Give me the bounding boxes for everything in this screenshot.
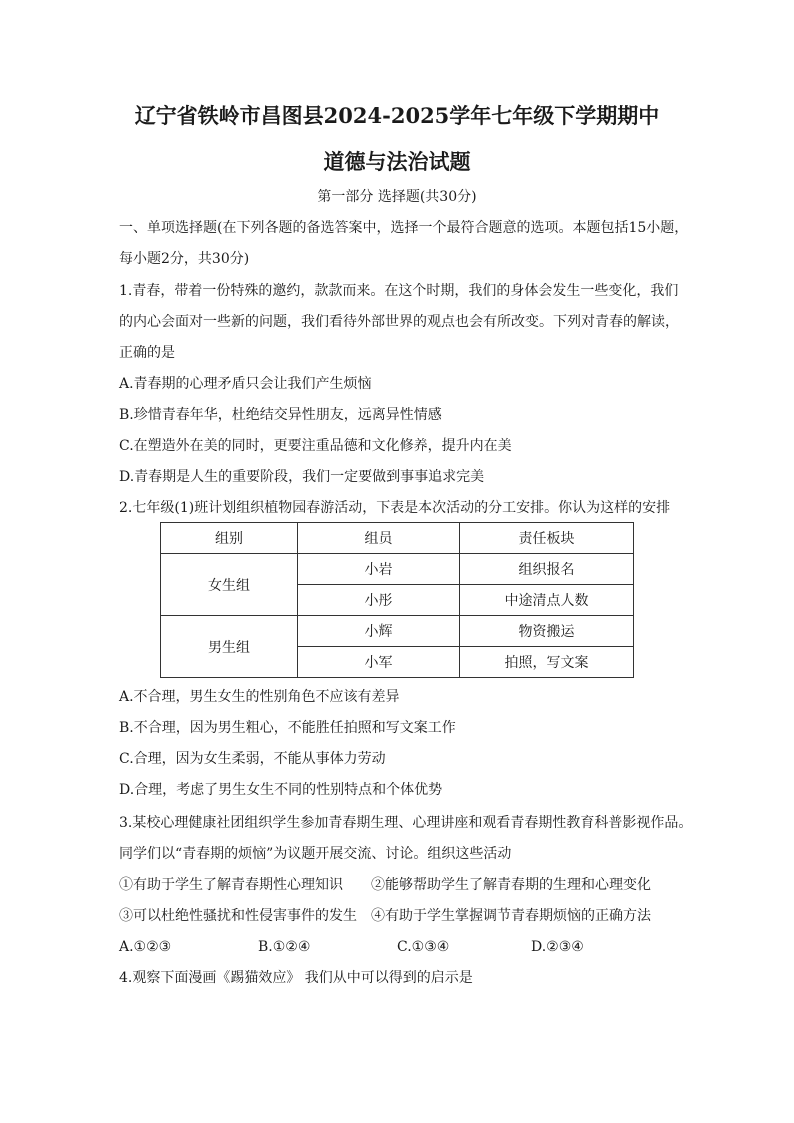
table-row <box>161 616 634 647</box>
group-cell-boys: 男生组 <box>161 616 298 678</box>
task-assignment-table <box>160 522 634 678</box>
question-2-stem: 2.七年级(1)班计划组织植物园春游活动，下表是本次活动的分工安排。你认为这样的安排 <box>119 500 671 516</box>
table-header-row <box>161 523 634 554</box>
question-2-option-d: D.合理，考虑了男生女生不同的性别特点和个体优势 <box>119 782 443 798</box>
member-cell: 小军 <box>298 647 460 678</box>
question-3-stem-line-2: 同学们以“青春期的烦恼”为议题开展交流、讨论。组织这些活动 <box>119 846 512 862</box>
table-header-cell: 组员 <box>298 523 460 554</box>
question-4-stem: 4.观察下面漫画《踢猫效应》 我们从中可以得到的启示是 <box>119 970 473 986</box>
question-1-option-d: D.青春期是人生的重要阶段，我们一定要做到事事追求完美 <box>119 469 485 485</box>
exam-subtitle: 道德与法治试题 <box>323 149 471 174</box>
question-3-statement-2: ②能够帮助学生了解青春期的生理和心理变化 <box>371 877 651 893</box>
exam-title: 辽宁省铁岭市昌图县2024-2025学年七年级下学期期中 <box>134 103 660 128</box>
question-1-stem-line-3: 正确的是 <box>119 345 175 361</box>
question-3-statement-4: ④有助于学生掌握调节青春期烦恼的正确方法 <box>371 908 651 924</box>
question-2-option-c: C.合理，因为女生柔弱，不能从事体力劳动 <box>119 751 386 767</box>
member-cell: 小辉 <box>298 616 460 647</box>
question-3-option-b: B.①②④ <box>258 939 311 955</box>
table-header-cell: 责任板块 <box>460 523 634 554</box>
question-3-option-c: C.①③④ <box>397 939 450 955</box>
table-row <box>161 554 634 585</box>
table-header-cell: 组别 <box>161 523 298 554</box>
section-heading: 第一部分 选择题(共30分) <box>317 189 477 205</box>
instructions-line-1: 一、单项选择题(在下列各题的备选答案中，选择一个最符合题意的选项。本题包括15小题， <box>119 220 689 236</box>
task-cell: 物资搬运 <box>460 616 634 647</box>
task-cell: 中途清点人数 <box>460 585 634 616</box>
task-cell: 拍照，写文案 <box>460 647 634 678</box>
task-cell: 组织报名 <box>460 554 634 585</box>
question-3-option-d: D.②③④ <box>531 939 584 955</box>
question-1-option-b: B.珍惜青春年华，杜绝结交异性朋友，远离异性情感 <box>119 407 442 423</box>
question-2-option-b: B.不合理，因为男生粗心，不能胜任拍照和写文案工作 <box>119 720 456 736</box>
question-1-option-c: C.在塑造外在美的同时，更要注重品德和文化修养，提升内在美 <box>119 438 512 454</box>
question-3-statement-1: ①有助于学生了解青春期性心理知识 <box>119 877 343 893</box>
instructions-line-2: 每小题2分，共30分) <box>119 251 250 267</box>
member-cell: 小彤 <box>298 585 460 616</box>
group-cell-girls: 女生组 <box>161 554 298 616</box>
question-3-option-a: A.①②③ <box>119 939 172 955</box>
member-cell: 小岩 <box>298 554 460 585</box>
question-1-stem-line-2: 的内心会面对一些新的问题，我们看待外部世界的观点也会有所改变。下列对青春的解读， <box>119 314 679 330</box>
question-3-statement-3: ③可以杜绝性骚扰和性侵害事件的发生 <box>119 908 357 924</box>
question-3-stem-line-1: 3.某校心理健康社团组织学生参加青春期生理、心理讲座和观看青春期性教育科普影视作品。 <box>119 815 693 831</box>
question-1-option-a: A.青春期的心理矛盾只会让我们产生烦恼 <box>119 376 372 392</box>
question-2-option-a: A.不合理，男生女生的性别角色不应该有差异 <box>119 689 400 705</box>
question-1-stem-line-1: 1.青春，带着一份特殊的邀约，款款而来。在这个时期，我们的身体会发生一些变化，我们 <box>119 283 679 299</box>
